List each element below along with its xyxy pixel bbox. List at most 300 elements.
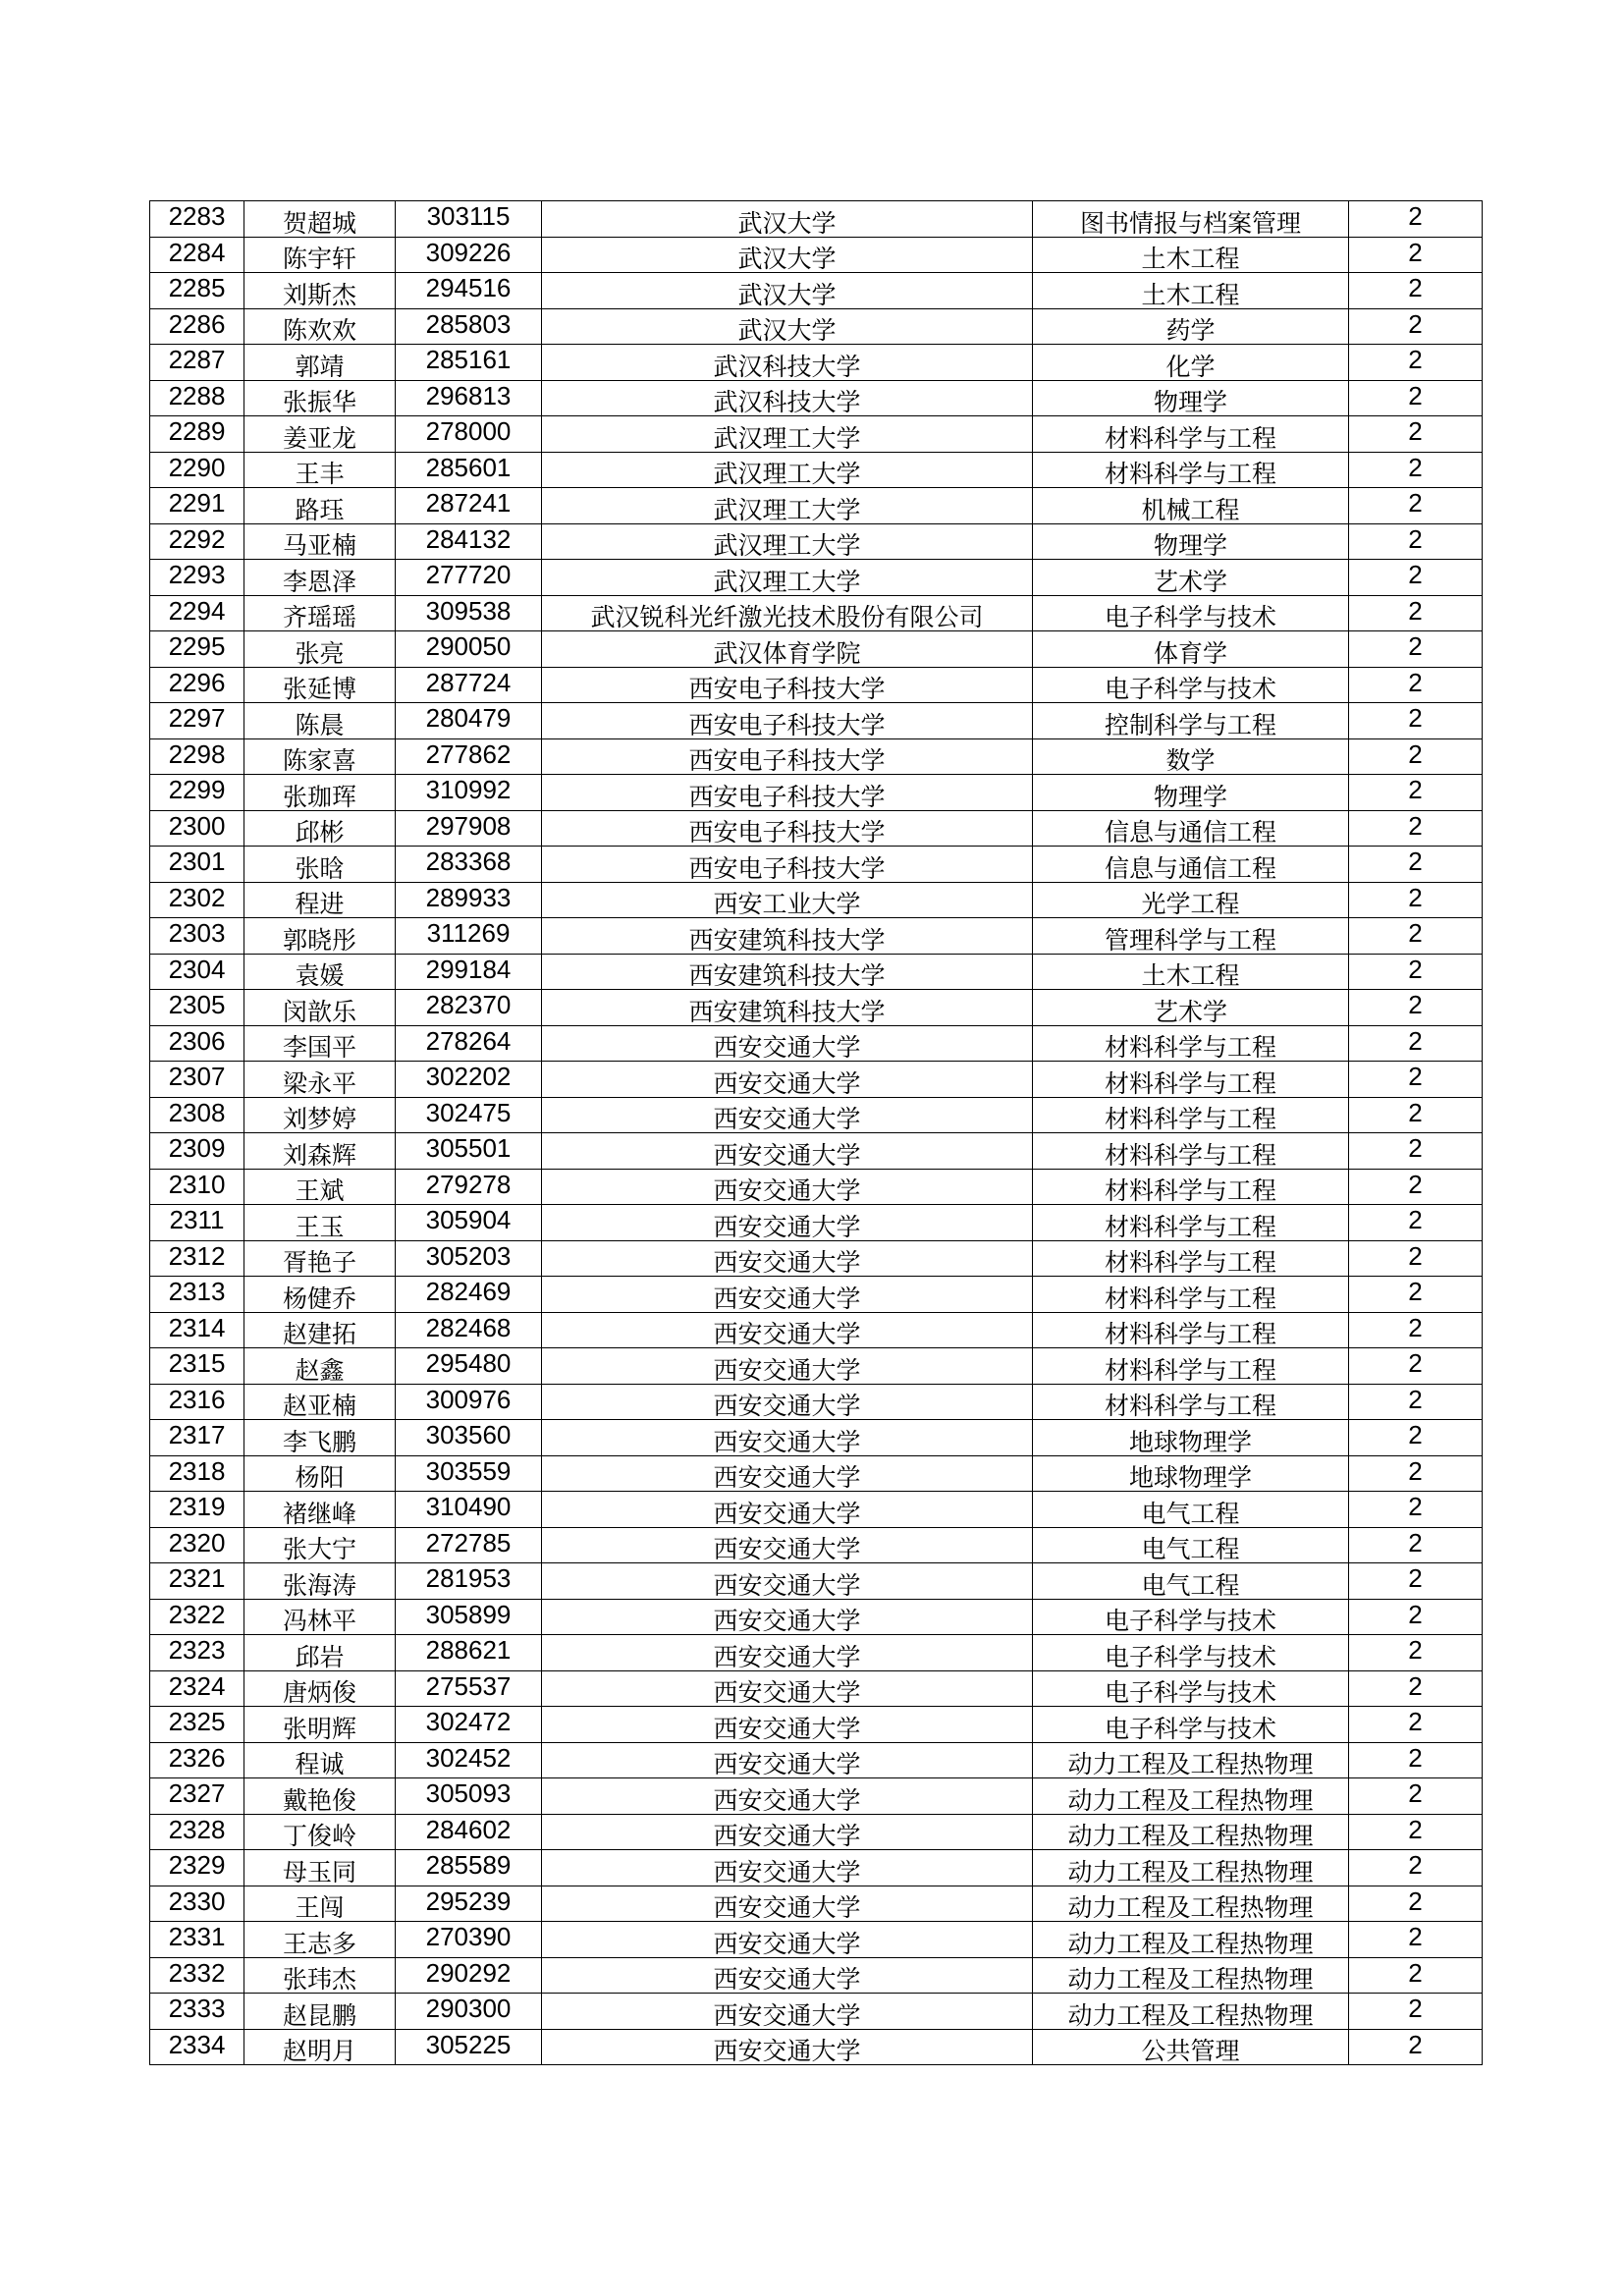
institution-cell: 西安交通大学	[542, 1062, 1033, 1098]
student-id-cell: 275537	[396, 1670, 542, 1707]
table-row	[150, 703, 1483, 739]
count-cell: 2	[1349, 560, 1483, 596]
institution-cell: 武汉科技大学	[542, 345, 1033, 381]
student-id-cell: 302452	[396, 1742, 542, 1778]
table-row	[150, 1277, 1483, 1313]
table-row	[150, 523, 1483, 560]
count-cell: 2	[1349, 631, 1483, 668]
discipline-cell: 材料科学与工程	[1033, 1169, 1349, 1205]
discipline-cell: 动力工程及工程热物理	[1033, 1994, 1349, 2030]
name-cell: 李国平	[244, 1025, 396, 1062]
student-id-cell: 287724	[396, 667, 542, 703]
name-cell: 赵建拓	[244, 1312, 396, 1348]
row-index-cell: 2291	[150, 488, 244, 524]
institution-cell: 西安建筑科技大学	[542, 954, 1033, 990]
student-id-cell: 290292	[396, 1957, 542, 1994]
count-cell: 2	[1349, 1025, 1483, 1062]
institution-cell: 武汉大学	[542, 237, 1033, 273]
name-cell: 赵鑫	[244, 1348, 396, 1385]
student-id-cell: 282370	[396, 990, 542, 1026]
student-id-cell: 300976	[396, 1384, 542, 1420]
table-row	[150, 1886, 1483, 1922]
student-id-cell: 285589	[396, 1850, 542, 1886]
discipline-cell: 材料科学与工程	[1033, 1205, 1349, 1241]
institution-cell: 西安建筑科技大学	[542, 990, 1033, 1026]
institution-cell: 西安交通大学	[542, 1455, 1033, 1492]
student-id-cell: 290050	[396, 631, 542, 668]
count-cell: 2	[1349, 308, 1483, 345]
institution-cell: 武汉科技大学	[542, 380, 1033, 416]
name-cell: 赵昆鹏	[244, 1994, 396, 2030]
count-cell: 2	[1349, 1635, 1483, 1671]
row-index-cell: 2326	[150, 1742, 244, 1778]
student-id-cell: 289933	[396, 882, 542, 918]
student-id-cell: 305904	[396, 1205, 542, 1241]
count-cell: 2	[1349, 1097, 1483, 1133]
row-index-cell: 2325	[150, 1707, 244, 1743]
count-cell: 2	[1349, 1922, 1483, 1958]
discipline-cell: 动力工程及工程热物理	[1033, 1850, 1349, 1886]
discipline-cell: 公共管理	[1033, 2029, 1349, 2065]
row-index-cell: 2310	[150, 1169, 244, 1205]
count-cell: 2	[1349, 1742, 1483, 1778]
count-cell: 2	[1349, 703, 1483, 739]
name-cell: 陈晨	[244, 703, 396, 739]
discipline-cell: 信息与通信工程	[1033, 847, 1349, 883]
institution-cell: 西安交通大学	[542, 1169, 1033, 1205]
discipline-cell: 药学	[1033, 308, 1349, 345]
count-cell: 2	[1349, 1205, 1483, 1241]
student-id-cell: 280479	[396, 703, 542, 739]
discipline-cell: 电子科学与技术	[1033, 1635, 1349, 1671]
student-id-cell: 305225	[396, 2029, 542, 2065]
table-row	[150, 631, 1483, 668]
student-id-cell: 284132	[396, 523, 542, 560]
institution-cell: 武汉锐科光纤激光技术股份有限公司	[542, 595, 1033, 631]
row-index-cell: 2323	[150, 1635, 244, 1671]
row-index-cell: 2333	[150, 1994, 244, 2030]
institution-cell: 西安交通大学	[542, 1922, 1033, 1958]
table-row	[150, 1455, 1483, 1492]
name-cell: 刘斯杰	[244, 273, 396, 309]
name-cell: 丁俊岭	[244, 1814, 396, 1850]
student-id-cell: 309226	[396, 237, 542, 273]
name-cell: 李飞鹏	[244, 1420, 396, 1456]
name-cell: 路珏	[244, 488, 396, 524]
institution-cell: 西安交通大学	[542, 1348, 1033, 1385]
name-cell: 王闯	[244, 1886, 396, 1922]
name-cell: 母玉同	[244, 1850, 396, 1886]
count-cell: 2	[1349, 1384, 1483, 1420]
table-row	[150, 1814, 1483, 1850]
discipline-cell: 动力工程及工程热物理	[1033, 1742, 1349, 1778]
discipline-cell: 材料科学与工程	[1033, 1384, 1349, 1420]
name-cell: 邱岩	[244, 1635, 396, 1671]
table-row	[150, 667, 1483, 703]
name-cell: 李恩泽	[244, 560, 396, 596]
count-cell: 2	[1349, 1599, 1483, 1635]
student-id-cell: 305501	[396, 1133, 542, 1170]
row-index-cell: 2315	[150, 1348, 244, 1385]
row-index-cell: 2293	[150, 560, 244, 596]
institution-cell: 西安交通大学	[542, 1563, 1033, 1600]
count-cell: 2	[1349, 1850, 1483, 1886]
institution-cell: 西安交通大学	[542, 1957, 1033, 1994]
name-cell: 张延博	[244, 667, 396, 703]
name-cell: 冯林平	[244, 1599, 396, 1635]
institution-cell: 西安电子科技大学	[542, 738, 1033, 775]
row-index-cell: 2294	[150, 595, 244, 631]
discipline-cell: 动力工程及工程热物理	[1033, 1778, 1349, 1815]
discipline-cell: 图书情报与档案管理	[1033, 201, 1349, 238]
count-cell: 2	[1349, 1994, 1483, 2030]
table-row	[150, 1169, 1483, 1205]
institution-cell: 武汉大学	[542, 273, 1033, 309]
institution-cell: 武汉理工大学	[542, 488, 1033, 524]
row-index-cell: 2298	[150, 738, 244, 775]
name-cell: 王丰	[244, 452, 396, 488]
student-id-cell: 277862	[396, 738, 542, 775]
row-index-cell: 2312	[150, 1240, 244, 1277]
discipline-cell: 电气工程	[1033, 1563, 1349, 1600]
count-cell: 2	[1349, 488, 1483, 524]
table-row	[150, 882, 1483, 918]
table-row	[150, 1097, 1483, 1133]
institution-cell: 西安交通大学	[542, 1994, 1033, 2030]
name-cell: 贺超城	[244, 201, 396, 238]
table-row	[150, 488, 1483, 524]
count-cell: 2	[1349, 1312, 1483, 1348]
count-cell: 2	[1349, 918, 1483, 955]
institution-cell: 西安交通大学	[542, 1778, 1033, 1815]
student-id-cell: 295239	[396, 1886, 542, 1922]
discipline-cell: 管理科学与工程	[1033, 918, 1349, 955]
student-id-cell: 281953	[396, 1563, 542, 1600]
student-id-cell: 290300	[396, 1994, 542, 2030]
institution-cell: 西安交通大学	[542, 1850, 1033, 1886]
row-index-cell: 2300	[150, 810, 244, 847]
count-cell: 2	[1349, 1563, 1483, 1600]
count-cell: 2	[1349, 237, 1483, 273]
name-cell: 戴艳俊	[244, 1778, 396, 1815]
discipline-cell: 物理学	[1033, 523, 1349, 560]
row-index-cell: 2284	[150, 237, 244, 273]
student-id-cell: 296813	[396, 380, 542, 416]
count-cell: 2	[1349, 1240, 1483, 1277]
count-cell: 2	[1349, 452, 1483, 488]
institution-cell: 西安电子科技大学	[542, 703, 1033, 739]
row-index-cell: 2311	[150, 1205, 244, 1241]
discipline-cell: 动力工程及工程热物理	[1033, 1814, 1349, 1850]
table-row	[150, 1957, 1483, 1994]
count-cell: 2	[1349, 954, 1483, 990]
discipline-cell: 体育学	[1033, 631, 1349, 668]
student-id-cell: 297908	[396, 810, 542, 847]
discipline-cell: 材料科学与工程	[1033, 1025, 1349, 1062]
row-index-cell: 2318	[150, 1455, 244, 1492]
count-cell: 2	[1349, 523, 1483, 560]
count-cell: 2	[1349, 345, 1483, 381]
institution-cell: 西安交通大学	[542, 1670, 1033, 1707]
name-cell: 闵歆乐	[244, 990, 396, 1026]
row-index-cell: 2296	[150, 667, 244, 703]
institution-cell: 西安交通大学	[542, 1527, 1033, 1563]
row-index-cell: 2287	[150, 345, 244, 381]
table-row	[150, 452, 1483, 488]
student-id-cell: 310992	[396, 775, 542, 811]
institution-cell: 武汉理工大学	[542, 452, 1033, 488]
table-row	[150, 595, 1483, 631]
discipline-cell: 控制科学与工程	[1033, 703, 1349, 739]
discipline-cell: 材料科学与工程	[1033, 452, 1349, 488]
institution-cell: 西安电子科技大学	[542, 810, 1033, 847]
table-row	[150, 1384, 1483, 1420]
table-row	[150, 560, 1483, 596]
table-row	[150, 1205, 1483, 1241]
table-row	[150, 1850, 1483, 1886]
table-row	[150, 1742, 1483, 1778]
row-index-cell: 2331	[150, 1922, 244, 1958]
institution-cell: 西安交通大学	[542, 1492, 1033, 1528]
row-index-cell: 2324	[150, 1670, 244, 1707]
discipline-cell: 材料科学与工程	[1033, 1277, 1349, 1313]
count-cell: 2	[1349, 1169, 1483, 1205]
row-index-cell: 2328	[150, 1814, 244, 1850]
count-cell: 2	[1349, 1133, 1483, 1170]
name-cell: 张珈珲	[244, 775, 396, 811]
student-id-cell: 302472	[396, 1707, 542, 1743]
institution-cell: 西安交通大学	[542, 1599, 1033, 1635]
table-row	[150, 1062, 1483, 1098]
institution-cell: 西安电子科技大学	[542, 667, 1033, 703]
student-id-cell: 303115	[396, 201, 542, 238]
table-row	[150, 1240, 1483, 1277]
count-cell: 2	[1349, 1420, 1483, 1456]
count-cell: 2	[1349, 1527, 1483, 1563]
discipline-cell: 材料科学与工程	[1033, 1312, 1349, 1348]
student-id-cell: 284602	[396, 1814, 542, 1850]
table-row	[150, 1670, 1483, 1707]
institution-cell: 西安交通大学	[542, 1240, 1033, 1277]
count-cell: 2	[1349, 738, 1483, 775]
discipline-cell: 电气工程	[1033, 1527, 1349, 1563]
institution-cell: 武汉理工大学	[542, 560, 1033, 596]
institution-cell: 西安交通大学	[542, 1814, 1033, 1850]
discipline-cell: 化学	[1033, 345, 1349, 381]
count-cell: 2	[1349, 1455, 1483, 1492]
row-index-cell: 2314	[150, 1312, 244, 1348]
row-index-cell: 2283	[150, 201, 244, 238]
row-index-cell: 2321	[150, 1563, 244, 1600]
institution-cell: 西安工业大学	[542, 882, 1033, 918]
institution-cell: 西安交通大学	[542, 1886, 1033, 1922]
institution-cell: 武汉理工大学	[542, 416, 1033, 453]
table-row	[150, 416, 1483, 453]
table-row	[150, 1994, 1483, 2030]
row-index-cell: 2329	[150, 1850, 244, 1886]
row-index-cell: 2305	[150, 990, 244, 1026]
discipline-cell: 动力工程及工程热物理	[1033, 1922, 1349, 1958]
row-index-cell: 2303	[150, 918, 244, 955]
student-id-cell: 279278	[396, 1169, 542, 1205]
institution-cell: 西安建筑科技大学	[542, 918, 1033, 955]
row-index-cell: 2322	[150, 1599, 244, 1635]
table-row	[150, 1707, 1483, 1743]
discipline-cell: 材料科学与工程	[1033, 1348, 1349, 1385]
count-cell: 2	[1349, 667, 1483, 703]
count-cell: 2	[1349, 1492, 1483, 1528]
row-index-cell: 2295	[150, 631, 244, 668]
institution-cell: 西安电子科技大学	[542, 847, 1033, 883]
row-index-cell: 2317	[150, 1420, 244, 1456]
student-id-cell: 285803	[396, 308, 542, 345]
table-row	[150, 237, 1483, 273]
count-cell: 2	[1349, 2029, 1483, 2065]
table-row	[150, 345, 1483, 381]
student-id-cell: 282469	[396, 1277, 542, 1313]
table-row	[150, 1348, 1483, 1385]
institution-cell: 西安交通大学	[542, 1312, 1033, 1348]
table-row	[150, 1492, 1483, 1528]
discipline-cell: 地球物理学	[1033, 1455, 1349, 1492]
table-row	[150, 990, 1483, 1026]
row-index-cell: 2299	[150, 775, 244, 811]
student-id-cell: 285601	[396, 452, 542, 488]
student-id-cell: 285161	[396, 345, 542, 381]
count-cell: 2	[1349, 1062, 1483, 1098]
student-id-cell: 309538	[396, 595, 542, 631]
student-id-cell: 288621	[396, 1635, 542, 1671]
row-index-cell: 2289	[150, 416, 244, 453]
row-index-cell: 2302	[150, 882, 244, 918]
count-cell: 2	[1349, 273, 1483, 309]
name-cell: 刘森辉	[244, 1133, 396, 1170]
count-cell: 2	[1349, 775, 1483, 811]
row-index-cell: 2327	[150, 1778, 244, 1815]
institution-cell: 武汉大学	[542, 201, 1033, 238]
table-row	[150, 1599, 1483, 1635]
discipline-cell: 材料科学与工程	[1033, 1062, 1349, 1098]
count-cell: 2	[1349, 1348, 1483, 1385]
table-row	[150, 1778, 1483, 1815]
discipline-cell: 动力工程及工程热物理	[1033, 1957, 1349, 1994]
table-row	[150, 1635, 1483, 1671]
row-index-cell: 2290	[150, 452, 244, 488]
discipline-cell: 艺术学	[1033, 560, 1349, 596]
table-row	[150, 1133, 1483, 1170]
name-cell: 张大宁	[244, 1527, 396, 1563]
student-id-cell: 310490	[396, 1492, 542, 1528]
table-row	[150, 273, 1483, 309]
institution-cell: 武汉体育学院	[542, 631, 1033, 668]
count-cell: 2	[1349, 595, 1483, 631]
institution-cell: 西安交通大学	[542, 1742, 1033, 1778]
institution-cell: 西安交通大学	[542, 1205, 1033, 1241]
student-id-cell: 277720	[396, 560, 542, 596]
name-cell: 杨健乔	[244, 1277, 396, 1313]
student-id-cell: 305093	[396, 1778, 542, 1815]
roster-table-body	[150, 201, 1483, 2065]
name-cell: 梁永平	[244, 1062, 396, 1098]
name-cell: 王玉	[244, 1205, 396, 1241]
name-cell: 张海涛	[244, 1563, 396, 1600]
institution-cell: 西安电子科技大学	[542, 775, 1033, 811]
name-cell: 杨阳	[244, 1455, 396, 1492]
name-cell: 马亚楠	[244, 523, 396, 560]
institution-cell: 西安交通大学	[542, 1635, 1033, 1671]
discipline-cell: 土木工程	[1033, 237, 1349, 273]
name-cell: 邱彬	[244, 810, 396, 847]
table-row	[150, 2029, 1483, 2065]
discipline-cell: 电子科学与技术	[1033, 595, 1349, 631]
count-cell: 2	[1349, 1957, 1483, 1994]
discipline-cell: 信息与通信工程	[1033, 810, 1349, 847]
table-row	[150, 918, 1483, 955]
student-id-cell: 278000	[396, 416, 542, 453]
table-row	[150, 1922, 1483, 1958]
table-row	[150, 1527, 1483, 1563]
count-cell: 2	[1349, 882, 1483, 918]
discipline-cell: 材料科学与工程	[1033, 1097, 1349, 1133]
student-id-cell: 270390	[396, 1922, 542, 1958]
student-id-cell: 294516	[396, 273, 542, 309]
row-index-cell: 2309	[150, 1133, 244, 1170]
count-cell: 2	[1349, 380, 1483, 416]
table-row	[150, 201, 1483, 238]
name-cell: 郭晓彤	[244, 918, 396, 955]
name-cell: 赵亚楠	[244, 1384, 396, 1420]
name-cell: 王志多	[244, 1922, 396, 1958]
table-row	[150, 1312, 1483, 1348]
roster-table	[149, 200, 1483, 2065]
discipline-cell: 电气工程	[1033, 1492, 1349, 1528]
name-cell: 姜亚龙	[244, 416, 396, 453]
count-cell: 2	[1349, 1814, 1483, 1850]
table-row	[150, 1420, 1483, 1456]
name-cell: 陈家喜	[244, 738, 396, 775]
institution-cell: 西安交通大学	[542, 1277, 1033, 1313]
discipline-cell: 材料科学与工程	[1033, 1240, 1349, 1277]
student-id-cell: 272785	[396, 1527, 542, 1563]
name-cell: 张振华	[244, 380, 396, 416]
discipline-cell: 电子科学与技术	[1033, 1707, 1349, 1743]
institution-cell: 西安交通大学	[542, 1384, 1033, 1420]
row-index-cell: 2288	[150, 380, 244, 416]
table-row	[150, 1025, 1483, 1062]
student-id-cell: 278264	[396, 1025, 542, 1062]
count-cell: 2	[1349, 847, 1483, 883]
student-id-cell: 311269	[396, 918, 542, 955]
name-cell: 张明辉	[244, 1707, 396, 1743]
discipline-cell: 地球物理学	[1033, 1420, 1349, 1456]
row-index-cell: 2308	[150, 1097, 244, 1133]
table-row	[150, 380, 1483, 416]
institution-cell: 西安交通大学	[542, 2029, 1033, 2065]
name-cell: 刘梦婷	[244, 1097, 396, 1133]
institution-cell: 西安交通大学	[542, 1097, 1033, 1133]
count-cell: 2	[1349, 1670, 1483, 1707]
name-cell: 唐炳俊	[244, 1670, 396, 1707]
institution-cell: 西安交通大学	[542, 1420, 1033, 1456]
name-cell: 程诚	[244, 1742, 396, 1778]
student-id-cell: 283368	[396, 847, 542, 883]
student-id-cell: 305899	[396, 1599, 542, 1635]
name-cell: 胥艳子	[244, 1240, 396, 1277]
row-index-cell: 2316	[150, 1384, 244, 1420]
discipline-cell: 数学	[1033, 738, 1349, 775]
discipline-cell: 电子科学与技术	[1033, 1670, 1349, 1707]
row-index-cell: 2301	[150, 847, 244, 883]
